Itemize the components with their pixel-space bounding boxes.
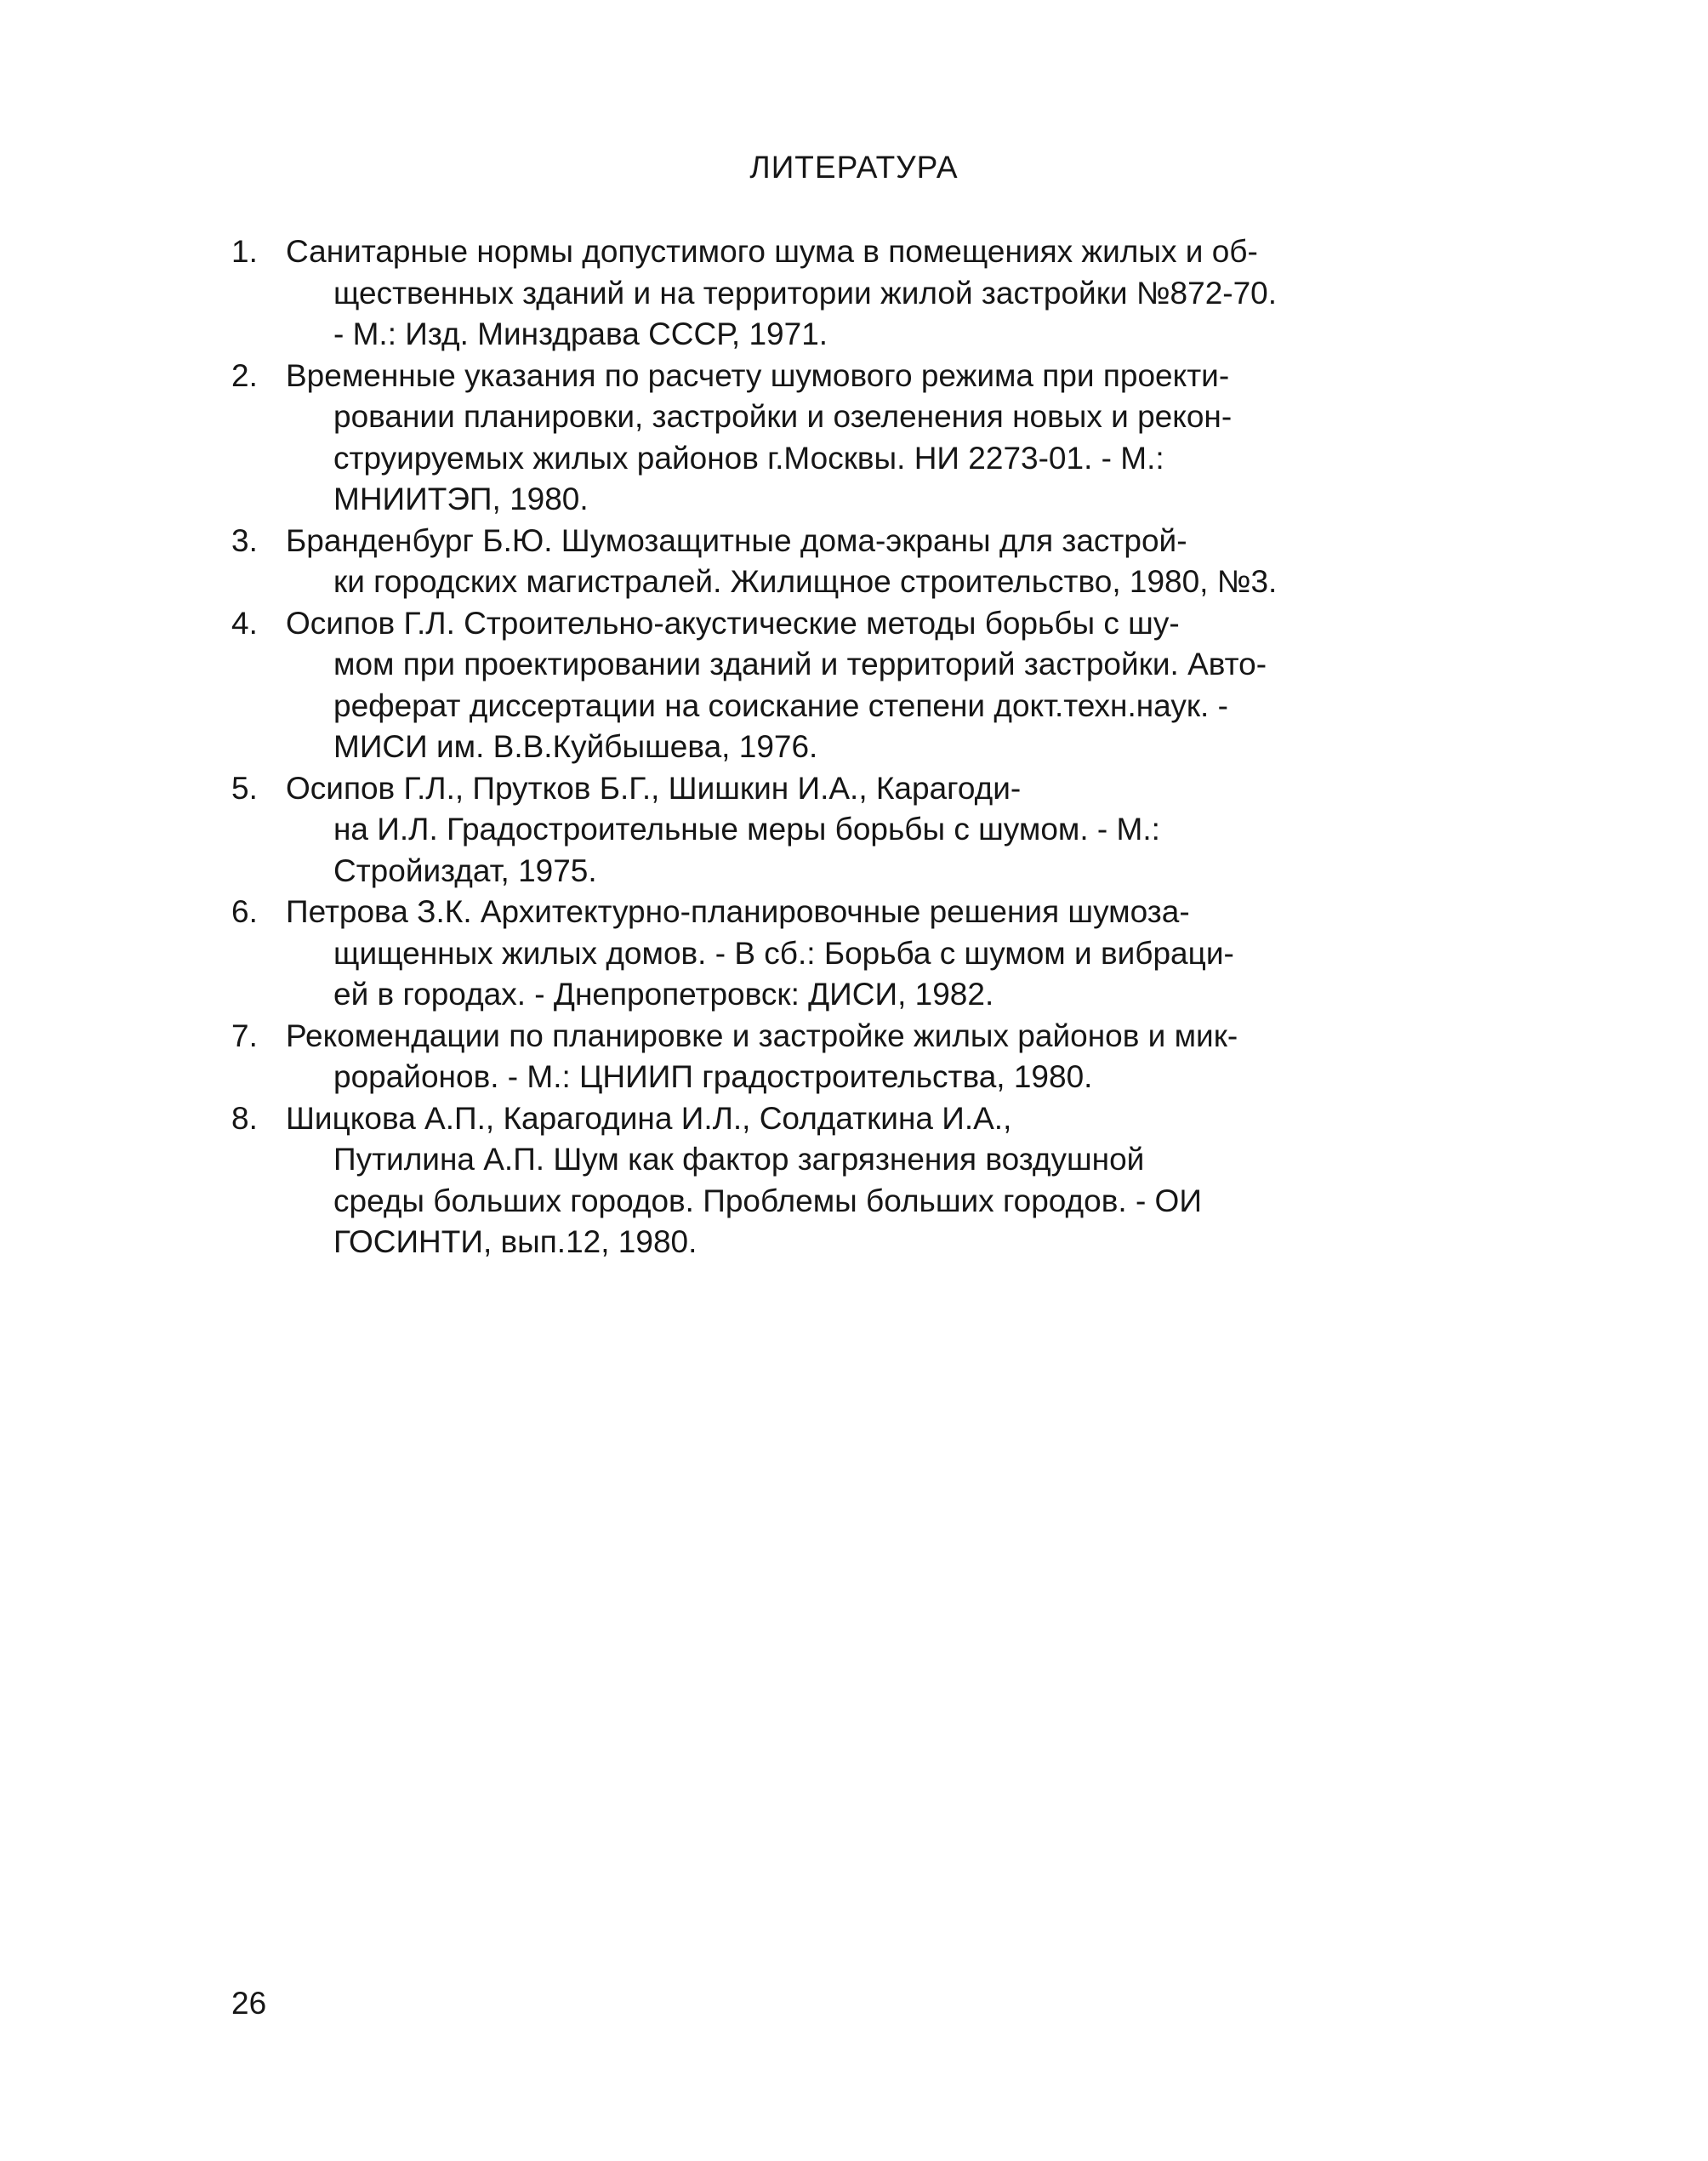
reference-line: ей в городах. - Днепропетровск: ДИСИ, 1982. (333, 977, 994, 1012)
reference-item (231, 521, 1482, 603)
reference-line: Санитарные нормы допустимого шума в помещениях жилых и об- (286, 234, 1258, 269)
page-number: 26 (231, 1986, 267, 2021)
reference-line: Рекомендации по планировке и застройке жилых районов и мик- (286, 1018, 1238, 1053)
reference-line: ГОСИНТИ, вып.12, 1980. (333, 1224, 697, 1259)
reference-item (231, 1016, 1482, 1098)
reference-line: рорайонов. - М.: ЦНИИП градостроительства, 1980. (333, 1059, 1093, 1094)
reference-item (231, 356, 1482, 521)
reference-line: Осипов Г.Л. Строительно-акустические методы борьбы с шу- (286, 605, 1180, 641)
reference-line: - М.: Изд. Минздрава СССР, 1971. (333, 316, 828, 351)
reference-line: Стройиздат, 1975. (333, 852, 597, 888)
reference-line: Петрова З.К. Архитектурно-планировочные решения шумоза- (286, 894, 1190, 929)
reference-item (231, 1098, 1482, 1263)
reference-number: 3. (231, 522, 258, 558)
reference-line: Путилина А.П. Шум как фактор загрязнения воздушной (333, 1142, 1145, 1177)
reference-number: 7. (231, 1018, 258, 1053)
reference-item (231, 603, 1482, 768)
reference-line: МНИИТЭП, 1980. (333, 482, 589, 516)
reference-line: среды больших городов. Проблемы больших городов. - ОИ (333, 1183, 1202, 1218)
reference-line: ки городских магистралей. Жилищное строительство, 1980, №3. (333, 564, 1278, 599)
reference-line: ровании планировки, застройки и озеленения новых и рекон- (333, 399, 1233, 434)
reference-line: щищенных жилых домов. - В сб.: Борьба с шумом и вибраци- (333, 935, 1234, 971)
reference-number: 1. (231, 234, 258, 269)
reference-line: Временные указания по расчету шумового режима при проекти- (286, 357, 1230, 393)
reference-number: 4. (231, 605, 258, 641)
reference-number: 8. (231, 1100, 258, 1136)
reference-item (231, 768, 1482, 892)
reference-line: мом при проектировании зданий и территорий застройки. Авто- (333, 647, 1267, 681)
reference-line: Шицкова А.П., Карагодина И.Л., Солдаткина И.А., (286, 1100, 1012, 1136)
reference-item (231, 892, 1482, 1016)
reference-line: струируемых жилых районов г.Москвы. НИ 2273-01. - М.: (333, 440, 1164, 476)
reference-line: на И.Л. Градостроительные меры борьбы с шумом. - М.: (333, 812, 1160, 847)
page-heading: ЛИТЕРАТУРА (749, 150, 959, 185)
reference-line: реферат диссертации на соискание степени докт.техн.наук. - (333, 687, 1228, 723)
reference-number: 5. (231, 770, 258, 806)
reference-item (231, 231, 1482, 356)
reference-number: 2. (231, 357, 258, 393)
reference-line: Бранденбург Б.Ю. Шумозащитные дома-экраны для застрой- (286, 522, 1187, 558)
reference-line: щественных зданий и на территории жилой застройки №872-70. (333, 275, 1278, 311)
reference-number: 6. (231, 894, 258, 929)
reference-list (231, 231, 1482, 1263)
reference-line: Осипов Г.Л., Прутков Б.Г., Шишкин И.А., Карагоди- (286, 770, 1022, 806)
reference-line: МИСИ им. В.В.Куйбышева, 1976. (333, 729, 818, 764)
